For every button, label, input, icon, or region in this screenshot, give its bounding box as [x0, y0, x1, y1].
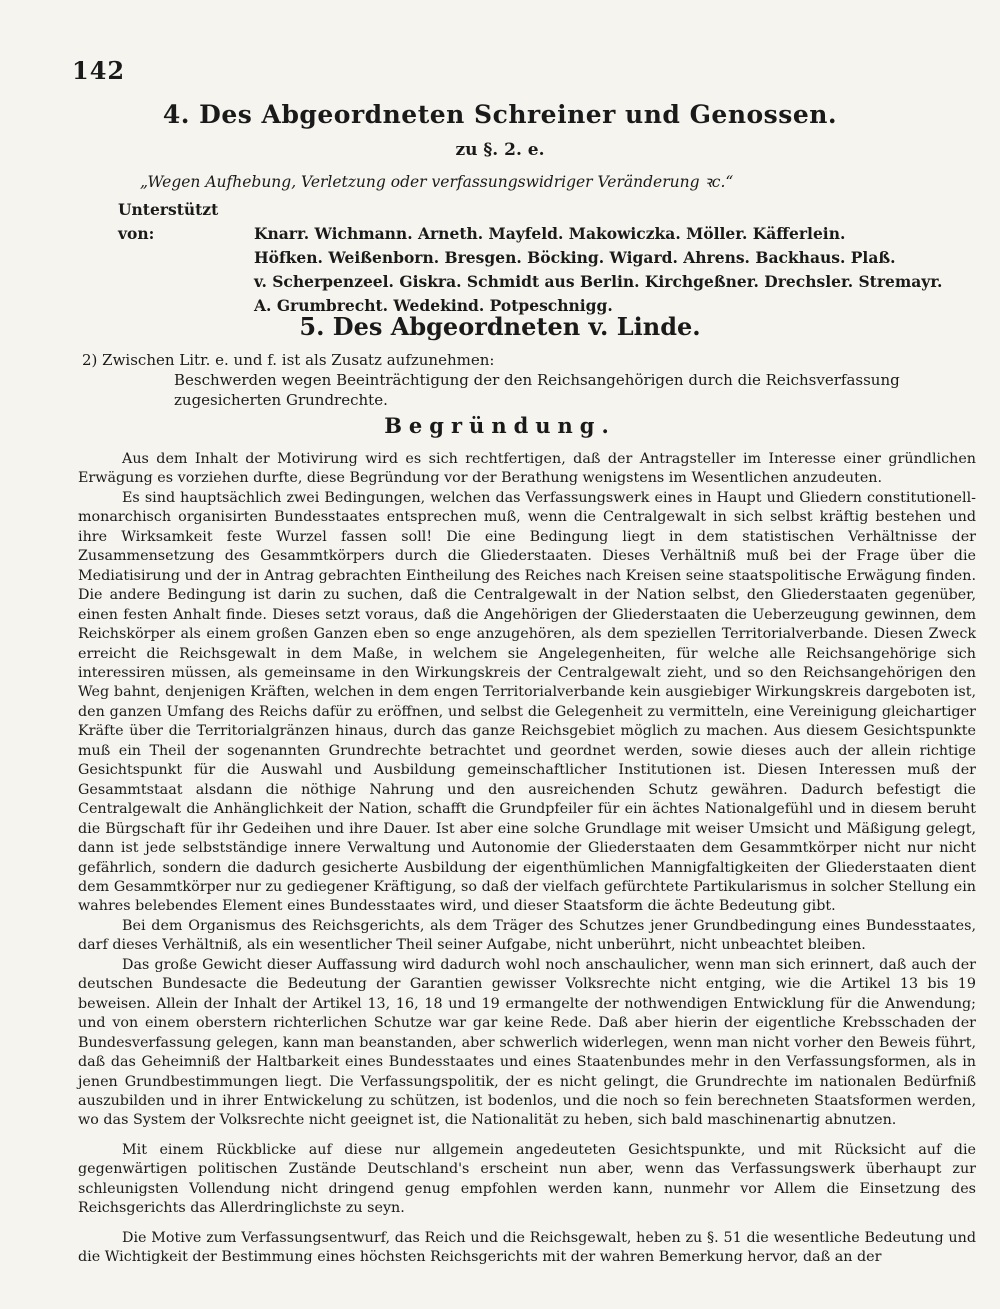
section-5-heading: 5. Des Abgeordneten v. Linde. [299, 312, 701, 341]
supporters-line-4: A. Grumbrecht. Wedekind. Potpeschnigg. [254, 296, 613, 315]
amendment-item [82, 350, 982, 410]
supporters-line-1: Knarr. Wichmann. Arneth. Mayfeld. Makowiczka. Möller. Käfferlein. [254, 224, 846, 243]
paragraph: Bei dem Organismus des Reichsgerichts, als dem Träger des Schutzes jener Grundbedingung eines Bundesstaates, darf dieses Verhältniß, als ein wesentlicher Theil seiner Aufgabe, nicht unberührt, nicht unbeachtet bleiben. [78, 917, 976, 954]
section-4-reference: zu §. 2. e. [455, 140, 545, 160]
amendment-item-line-2: Beschwerden wegen Beeinträchtigung der den Reichsangehörigen durch die Reichsverfassung zugesicherten Grundrechte. [174, 371, 900, 409]
paragraph: Das große Gewicht dieser Auffassung wird dadurch wohl noch anschaulicher, wenn man sich erinnert, daß auch der deutschen Bundesacte die Bedeutung der Garantien gewisser Volksrechte nicht entging, wie die Artikel 13 bis 19 beweisen. Allein der Inhalt der Artikel 13, 16, 18 und 19 ermangelte der nothwendigen Entwicklung für die Anwendung; und von einem oberstern richterlichen Schutze war gar keine Rede. Daß aber hierin der eigentliche Krebsschaden der Bundesverfassung gelegen, kann man beanstanden, aber schwerlich widerlegen, wenn man nicht vorher den Beweis führt, daß das Geheimniß der Haltbarkeit eines Bundesstaates und eines Staatenbundes mehr in den Verfassungsformen, als in jenen Grundbestimmungen liegt. Die Verfassungspolitik, der es nicht gelingt, die Grundrechte im nationalen Bedürfniß auszubilden und in ihrer Entwickelung zu schützen, ist bodenlos, und die noch so fein berechneten Staatsformen werden, wo das System der Volksrechte nicht geeignet ist, die Nationalität zu heben, sich bald maschinenartig abnutzen. [78, 956, 976, 1129]
begruendung-body [78, 450, 976, 1268]
paragraph: Die Motive zum Verfassungsentwurf, das Reich und die Reichsgewalt, heben zu §. 51 die wesentliche Bedeutung und die Wichtigkeit der Bestimmung eines höchsten Reichsgerichts mit der wahren Bemerkung hervor, daß an der [78, 1229, 976, 1266]
supporters-label: Unterstützt von: [118, 200, 219, 243]
supporters-line-3: v. Scherpenzeel. Giskra. Schmidt aus Berlin. Kirchgeßner. Drechsler. Stremayr. [254, 272, 943, 291]
begruendung-heading: Begründung. [384, 413, 616, 438]
paragraph: Mit einem Rückblicke auf diese nur allgemein angedeuteten Gesichtspunkte, und mit Rücksicht auf die gegenwärtigen politischen Zustände Deutschland's erscheint nun aber, wenn das Verfassungswerk überhaupt zur schleunigsten Vollendung nicht dringend genug empfohlen werden kann, nunmehr vor Allem die Einsetzung des Reichsgerichts das Allerdringlichste zu seyn. [78, 1141, 976, 1217]
amendment-item-line-1: 2) Zwischen Litr. e. und f. ist als Zusatz aufzunehmen: [82, 351, 495, 369]
supporters-line-2: Höfken. Weißenborn. Bresgen. Böcking. Wigard. Ahrens. Backhaus. Plaß. [254, 248, 896, 267]
supporters-list [118, 198, 980, 318]
section-4-quote: „Wegen Aufhebung, Verletzung oder verfassungswidriger Veränderung ꝛc.“ [140, 173, 734, 191]
section-4-heading: 4. Des Abgeordneten Schreiner und Genossen. [162, 100, 838, 129]
paragraph: Aus dem Inhalt der Motivirung wird es sich rechtfertigen, daß der Antragsteller im Interesse einer gründlichen Erwägung es vorziehen durfte, diese Begründung vor der Berathung wenigstens im Wesentlichen anzudeuten. [78, 451, 976, 487]
paragraph: Es sind hauptsächlich zwei Bedingungen, welchen das Verfassungswerk eines in Haupt und Gliedern constitutionell-monarchisch organisirten Bundesstaates entsprechen muß, wenn die Centralgewalt in sich selbst kräftig bestehen und ihre Wirksamkeit feste Wurzel fassen soll! Die eine Bedingung liegt in dem statistischen Verhältnisse der Zusammensetzung des Gesammtkörpers durch die Gliederstaaten. Dieses Verhältniß muß bei der Frage über die Mediatisirung und der in Antrag gebrachten Eintheilung des Reiches nach Kreisen seine staatspolitische Erwägung finden. Die andere Bedingung ist darin zu suchen, daß die Centralgewalt in der Nation selbst, den Gliederstaaten gegenüber, einen festen Anhalt finde. Dieses setzt voraus, daß die Angehörigen der Gliederstaaten die Ueberzeugung gewinnen, dem Reichskörper als einem großen Ganzen eben so enge anzugehören, als dem speziellen Territorialverbande. Diesen Zweck erreicht die Reichsgewalt in dem Maße, in welchem sie Angelegenheiten, für welche alle Reichsangehörige sich interessiren müssen, als gemeinsame in den Wirkungskreis der Centralgewalt zieht, und so den Reichsangehörigen den Weg bahnt, denjenigen Kräften, welchen in dem engen Territorialverbande kein ausgiebiger Wirkungskreis dargeboten ist, den ganzen Umfang des Reichs dafür zu eröffnen, und selbst die Gelegenheit zu vermitteln, eine Vereinigung gleichartiger Kräfte über die Territorialgränzen hinaus, durch das ganze Reichsgebiet möglich zu machen. Aus diesem Gesichtspunkte muß ein Theil der sogenannten Grundrechte betrachtet und geordnet werden, sowie dieses auch der allein richtige Gesichtspunkt für die Auswahl und Ausbildung gemeinschaftlicher Institutionen ist. Diesen Interessen muß der Gesammtstaat alsdann die nöthige Nahrung und den ausreichenden Schutz gewähren. Dadurch befestigt die Centralgewalt die Anhänglichkeit der Nation, schafft die Grundpfeiler für ein ächtes Nationalgefühl und in diesem beruht die Bürgschaft für ihr Gedeihen und ihre Dauer. Ist aber eine solche Grundlage mit weiser Umsicht und Mäßigung gelegt, dann ist jede selbstständige innere Verwaltung und Autonomie der Gliederstaaten dem Gesammtkörper nicht nur nicht gefährlich, sondern die dadurch gesicherte Ausbildung der eigenthümlichen Mannigfaltigkeiten der Gliederstaaten dient dem Gesammtkörper nur zu gediegener Kräftigung, so daß der vielfach gefürchtete Partikularismus in solcher Stellung ein wahres belebendes Element eines Bundesstaates wird, und dieser Staatsform die ächte Bedeutung gibt. [78, 489, 976, 915]
page-number: 142 [72, 56, 126, 85]
